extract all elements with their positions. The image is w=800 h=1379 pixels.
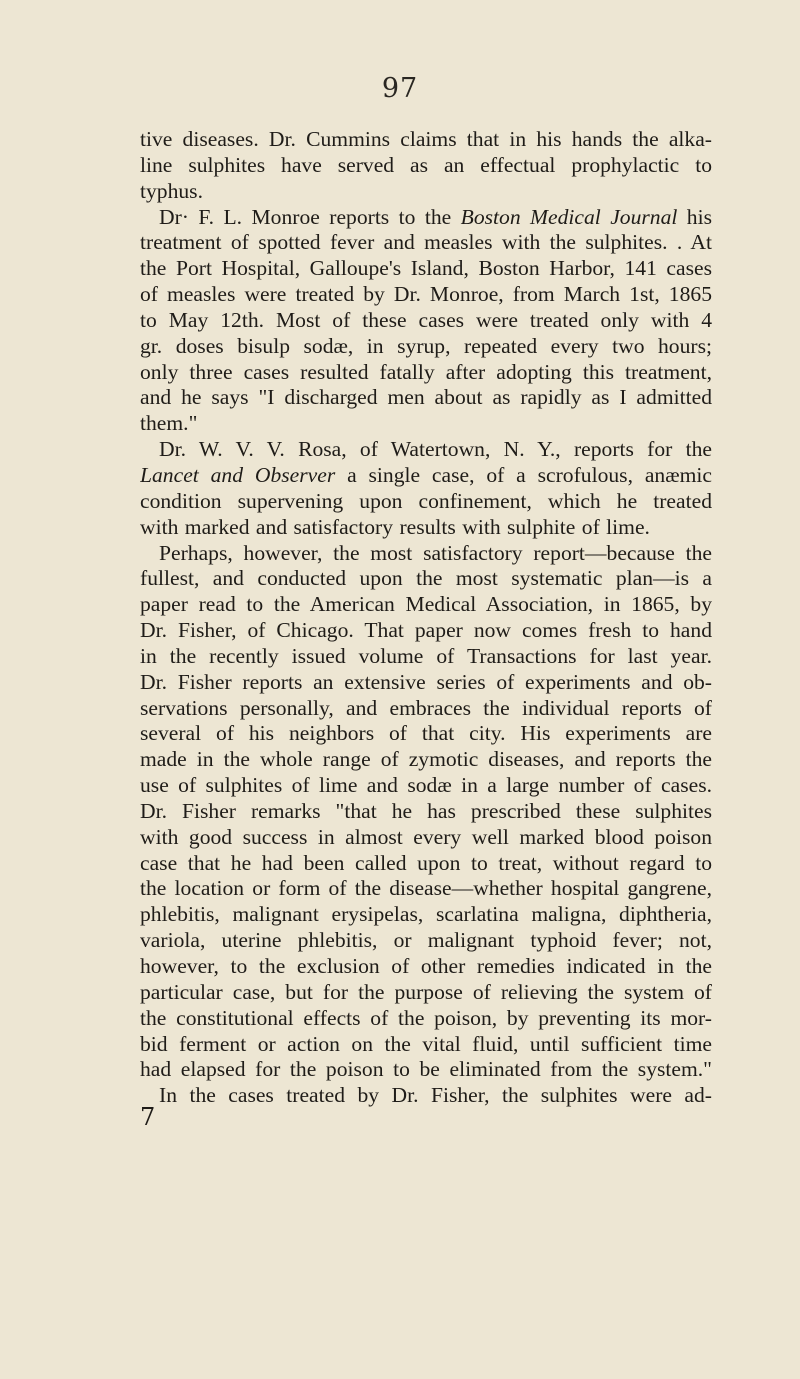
body-text: [140, 127, 712, 1109]
text-line: case that he had been called upon to treat, without regard to: [140, 850, 712, 875]
text-line: fullest, and conducted upon the most systematic plan—is a: [140, 566, 712, 591]
text-line: gr. doses bisulp sodæ, in syrup, repeated every two hours;: [140, 333, 712, 358]
text-line: tive diseases. Dr. Cummins claims that in his hands the alka-: [140, 127, 712, 151]
text-line: Perhaps, however, the most satisfactory report—because the: [159, 540, 712, 565]
text-line: phlebitis, malignant erysipelas, scarlatina maligna, diphtheria,: [140, 902, 712, 927]
text-line: in the recently issued volume of Transactions for last year.: [140, 643, 712, 668]
text-line: use of sulphites of lime and sodæ in a large number of cases.: [140, 773, 712, 798]
text-line: them.": [140, 411, 198, 436]
text-line: Lancet and Observer a single case, of a scrofulous, anæmic: [140, 462, 712, 487]
text-line: only three cases resulted fatally after adopting this treatment,: [140, 359, 712, 384]
signature-mark: 7: [140, 1103, 156, 1131]
text-line: made in the whole range of zymotic diseases, and reports the: [140, 747, 712, 772]
text-line: Dr· F. L. Monroe reports to the Boston Medical Journal his: [159, 204, 712, 229]
text-line: the constitutional effects of the poison, by preventing its mor-: [140, 1005, 712, 1030]
text-line: paper read to the American Medical Association, in 1865, by: [140, 592, 712, 617]
text-line: Dr. Fisher, of Chicago. That paper now comes fresh to hand: [140, 618, 712, 643]
text-line: Dr. Fisher remarks "that he has prescribed these sulphites: [140, 798, 712, 823]
text-line: with marked and satisfactory results with sulphite of lime.: [140, 514, 650, 539]
text-line: with good success in almost every well marked blood poison: [140, 824, 712, 849]
text-line: to May 12th. Most of these cases were treated only with 4: [140, 307, 712, 332]
text-line: and he says "I discharged men about as rapidly as I admitted: [140, 385, 712, 410]
text-line: the location or form of the disease—whether hospital gangrene,: [140, 876, 712, 901]
text-line: of measles were treated by Dr. Monroe, from March 1st, 1865: [140, 282, 712, 307]
text-line: had elapsed for the poison to be eliminated from the system.": [140, 1057, 712, 1082]
text-line: particular case, but for the purpose of relieving the system of: [140, 979, 712, 1004]
text-line: In the cases treated by Dr. Fisher, the sulphites were ad-: [159, 1083, 712, 1108]
text-line: treatment of spotted fever and measles with the sulphites. . At: [140, 230, 712, 255]
text-line: line sulphites have served as an effectual prophylactic to: [140, 152, 712, 177]
text-line: variola, uterine phlebitis, or malignant typhoid fever; not,: [140, 928, 712, 953]
text-line: condition supervening upon confinement, which he treated: [140, 488, 712, 513]
page-number: 97: [381, 73, 419, 104]
text-line: several of his neighbors of that city. His experiments are: [140, 721, 712, 746]
text-line: the Port Hospital, Galloupe's Island, Boston Harbor, 141 cases: [140, 256, 712, 281]
text-line: Dr. W. V. V. Rosa, of Watertown, N. Y., reports for the: [159, 437, 712, 462]
text-line: typhus.: [140, 178, 203, 203]
text-line: Dr. Fisher reports an extensive series of experiments and ob-: [140, 669, 712, 694]
text-line: servations personally, and embraces the individual reports of: [140, 695, 712, 720]
text-line: bid ferment or action on the vital fluid, until sufficient time: [140, 1031, 712, 1056]
text-line: however, to the exclusion of other remedies indicated in the: [140, 954, 712, 978]
